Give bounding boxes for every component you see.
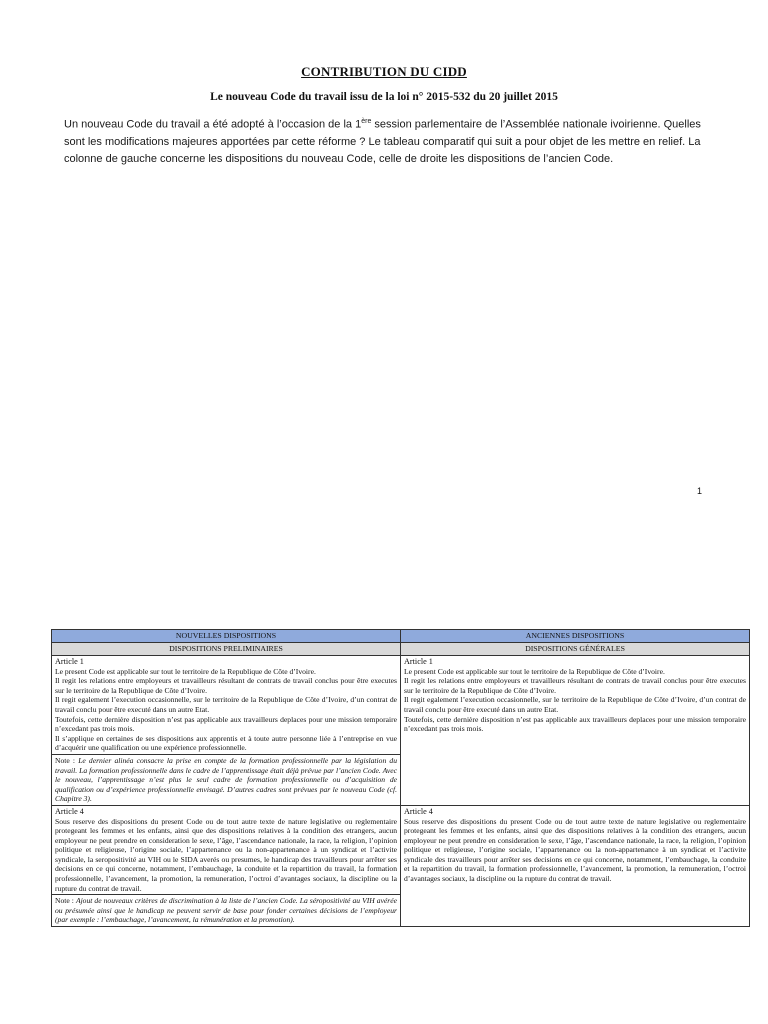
new-article-4 bbox=[52, 805, 401, 894]
article-paragraph: Toutefois, cette dernière disposition n’est pas applicable aux travailleurs deplaces pour une mission temporaire n’excedant pas trois mois. bbox=[404, 714, 746, 734]
comparison-table bbox=[51, 629, 750, 927]
table-subheader-row bbox=[52, 643, 750, 656]
article-title: Article 4 bbox=[404, 806, 433, 816]
article-paragraph: Il regit egalement l’execution occasionnelle, sur le territoire de la Republique de Côte d’Ivoire, d’un contrat de travail conclu pour être executé dans un autre Etat. bbox=[404, 695, 746, 714]
article-title: Article 1 bbox=[55, 657, 84, 666]
intro-text-part2: session parlementaire de l’Assemblée nationale ivoirienne. Quelles sont les modifications majeures apportées par cette réforme ? Le tableau comparatif qui suit a pour objet de les mettre en relief. La colonne de gauche concerne les dispositions du nouveau Code, celle de droite les dispositions de l’ancien Code. bbox=[64, 118, 701, 165]
article-title: Article 4 bbox=[55, 806, 84, 816]
article-paragraph: Il regit les relations entre employeurs et travailleurs résultant de contrats de travail conclus pour être executes sur le territoire de la Republique de Côte d’Ivoire. bbox=[404, 676, 746, 695]
table-row-article-4 bbox=[52, 805, 750, 894]
note-label: Note : bbox=[55, 896, 76, 906]
header-new-provisions: NOUVELLES DISPOSITIONS bbox=[52, 630, 401, 643]
intro-superscript: ère bbox=[361, 118, 372, 125]
subheader-general: DISPOSITIONS GÉNÉRALES bbox=[401, 643, 750, 656]
new-article-1 bbox=[52, 656, 401, 755]
note-label: Note : bbox=[55, 755, 79, 765]
note-text: Ajout de nouveaux critères de discrimination à la liste de l’ancien Code. La séropositivité au VIH avérée ou présumée ainsi que le handicap ne peuvent servir de base pour fonder certaines décisions de l’employeur (par exemple : l’embauchage, l’avancement, la rémunération et la promotion). bbox=[55, 896, 397, 925]
document-subtitle: Le nouveau Code du travail issu de la loi n° 2015-532 du 20 juillet 2015 bbox=[210, 91, 558, 103]
note-text: Le dernier alinéa consacre la prise en compte de la formation professionnelle par la législation du travail. La formation professionnelle dans le cadre de l’apprentissage était déjà prévue par l’ancien Code. Avec le nouveau, l’apprentissage n’est plus le seul cadre de formation professionnelle ou d’acquisition de qualification ou d’expérience professionnelle envisagé. D’autres cadres sont prévues par le nouveau Code (cf. Chapitre 3). bbox=[55, 755, 397, 804]
note-article-4 bbox=[52, 895, 401, 927]
document-title: CONTRIBUTION DU CIDD bbox=[301, 64, 467, 79]
table-header-row bbox=[52, 630, 750, 643]
intro-text-part1: Un nouveau Code du travail a été adopté à l’occasion de la 1 bbox=[64, 118, 362, 131]
article-paragraph: Il regit les relations entre employeurs et travailleurs résultant de contrats de travail conclus pour être executes sur le territoire de la Republique de Côte d’Ivoire. bbox=[55, 676, 397, 695]
article-paragraph: Sous reserve des dispositions du present Code ou de tout autre texte de nature legislative ou reglementaire protegeant les femmes et les enfants, ainsi que des dispositions relatives à la condition des etrangers, aucun employeur ne peut prendre en consideration le sexe, l’âge, l’ascendance nationale, la race, la religion, l’opinion politique et religieuse, l’origine sociale, l’appartenance ou la non-appartenance à un syndicat et l’activite syndicale, la seropositivité au VIH ou le SIDA averés ou presumes, le handicap des travailleurs pour arrêter ses decisions en ce qui concerne, notamment, l’embauchage, la conduite et la repartition du travail, la formation professionnelle, l’avancement, la promotion, la remuneration, l’octroi d’avantages sociaux, la discipline ou la rupture du contrat de travail. bbox=[55, 816, 397, 893]
article-paragraph: Le present Code est applicable sur tout le territoire de la Republique de Côte d’Ivoire. bbox=[404, 666, 665, 676]
article-paragraph: Sous reserve des dispositions du present Code ou de tout autre texte de nature legislative ou reglementaire protegeant les femmes et les enfants, ainsi que des dispositions relatives à la condition des etrangers, aucun employeur ne peut prendre en consideration le sexe, l’âge, l’ascendance nationale, la race, la religion, l’opinion politique et religieuse, l’origine sociale, l’appartenance ou la non-appartenance à un syndicat et l’activite syndicale des travailleurs pour arrêter ses decisions en ce qui concerne, notamment, l’embauchage, la conduite et la repartition du travail, la formation professionnelle, l’avancement, la promotion, la remuneration, l’octroi d’avantages sociaux, la discipline ou la rupture du contrat de travail. bbox=[404, 816, 746, 884]
page-number: 1 bbox=[697, 486, 703, 496]
article-paragraph: Il regit egalement l’execution occasionnelle, sur le territoire de la Republique de Côte d’Ivoire, d’un contrat de travail conclu pour être executé dans un autre Etat. bbox=[55, 695, 397, 714]
article-title: Article 1 bbox=[404, 657, 433, 666]
old-article-4 bbox=[401, 805, 750, 926]
note-article-1 bbox=[52, 754, 401, 805]
article-paragraph: Le present Code est applicable sur tout le territoire de la Republique de Côte d’Ivoire. bbox=[55, 666, 316, 676]
header-old-provisions: ANCIENNES DISPOSITIONS bbox=[401, 630, 750, 643]
old-article-1 bbox=[401, 656, 750, 806]
intro-paragraph bbox=[64, 113, 712, 168]
article-paragraph: Il s’applique en certaines de ses dispositions aux apprentis et à toute autre personne liée à l’entreprise en vue d’acquérir une qualification ou une expérience professionnelle. bbox=[55, 733, 397, 753]
article-paragraph: Toutefois, cette dernière disposition n’est pas applicable aux travailleurs deplaces pour une mission temporaire n’excedant pas trois mois. bbox=[55, 714, 397, 734]
subheader-preliminary: DISPOSITIONS PRELIMINAIRES bbox=[52, 643, 401, 656]
table-row-article-1 bbox=[52, 656, 750, 755]
